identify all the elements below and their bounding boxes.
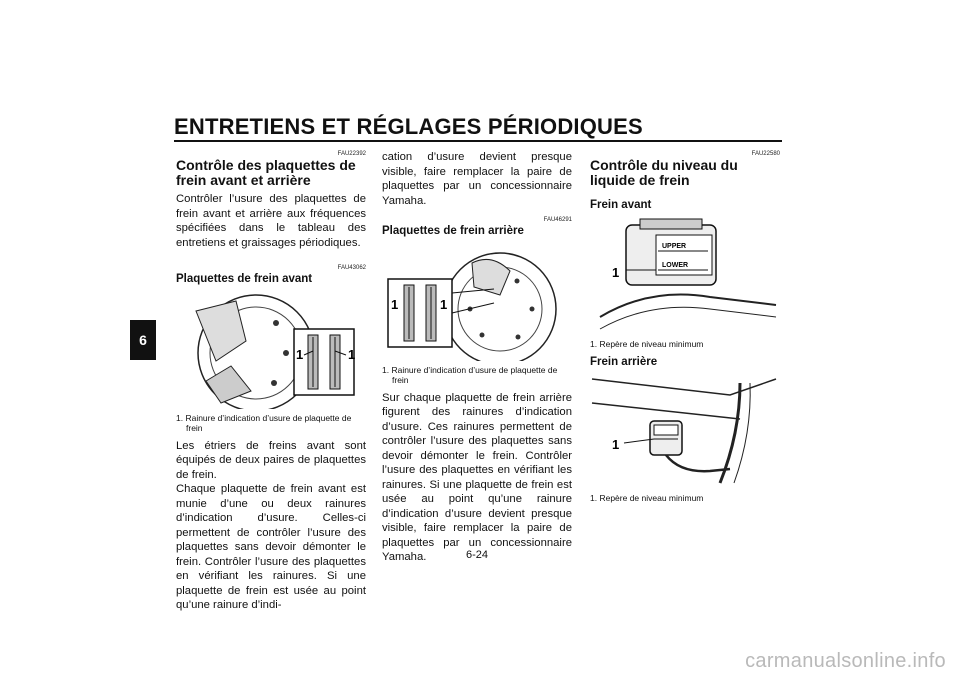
figure-callout: 1	[348, 346, 356, 362]
reference-code: FAU43062	[337, 265, 366, 271]
figure-callout: 1	[391, 296, 399, 312]
upper-mark: UPPER	[662, 242, 687, 250]
figure-caption: 1. Repère de niveau minimum	[590, 493, 704, 503]
subsection-title: Frein avant	[590, 199, 652, 211]
figure-caption: 1. Rainure d’indication d’usure de plaquette de frein	[176, 412, 352, 433]
reference-code: FAU46291	[543, 217, 572, 223]
reference-code: FAU22392	[337, 151, 366, 157]
subsection-title: Frein arrière	[590, 355, 658, 368]
rear-brake-pad-figure	[382, 243, 572, 361]
watermark-text: carmanualsonline.info	[745, 650, 946, 672]
body-text: Sur chaque plaquette de frein arrière figurent des rainures d’indication d’usure. Ces rainures permettent de contrôler l’usure des plaquettes sans devoir démonter le frein. Contrôler l’usure des plaquettes en vérifiant les rainures. Si une plaquette de frein est usée au point qu’une rainure d’indication d’usure devient presque visible, faire remplacer la paire de plaquettes par un concessionnaire Yamaha.	[382, 391, 572, 563]
section-title: Contrôle du niveau du liquide de frein	[590, 157, 738, 188]
figure-callout: 1	[440, 296, 448, 312]
subsection-title: Plaquettes de frein arrière	[382, 225, 524, 237]
body-text-continued: cation d’usure devient presque visible, faire remplacer la paire de plaquettes par un concessionnaire Yamaha.	[382, 151, 572, 207]
subsection-title: Plaquettes de frein avant	[176, 273, 313, 285]
column-2	[382, 150, 572, 565]
figure-callout: 1	[612, 437, 620, 452]
front-brake-fluid-figure	[590, 217, 780, 335]
front-brake-pad-figure	[176, 291, 366, 409]
figure-callout: 1	[296, 346, 304, 362]
column-1	[176, 150, 366, 613]
column-3	[590, 150, 780, 509]
page-title: ENTRETIENS ET RÉGLAGES PÉRIODIQUES	[174, 114, 643, 139]
page-number: 6-24	[466, 549, 489, 561]
section-title: Contrôle des plaquettes de frein avant et arrière	[176, 157, 356, 188]
header-divider	[174, 140, 782, 142]
body-text: Les étriers de freins avant sont équipés de deux paires de plaquettes de frein. Chaque plaquette de frein avant est munie d’une ou deux rainures d’indication d’usure. Celles-ci permettent de contrôler l’usure des plaquettes sans devoir démonter le frein. Contrôler l’usure des plaquettes en vérifiant les rainures. Si une plaquette de frein est usée au point qu’une rainure d’indi-	[176, 439, 366, 611]
reference-code: FAU22580	[751, 151, 780, 157]
chapter-tab: 6	[130, 320, 156, 360]
lower-mark: LOWER	[662, 261, 689, 269]
rear-brake-fluid-figure	[590, 373, 780, 489]
figure-caption: 1. Repère de niveau minimum	[590, 338, 704, 349]
section-intro: Contrôler l’usure des plaquettes de frein avant et arrière aux fréquences spécifiées dans le tableau des entretiens et graissages périodiques.	[176, 193, 366, 249]
figure-caption: 1. Rainure d’indication d’usure de plaquette de frein	[382, 364, 558, 385]
figure-callout: 1	[612, 264, 620, 280]
